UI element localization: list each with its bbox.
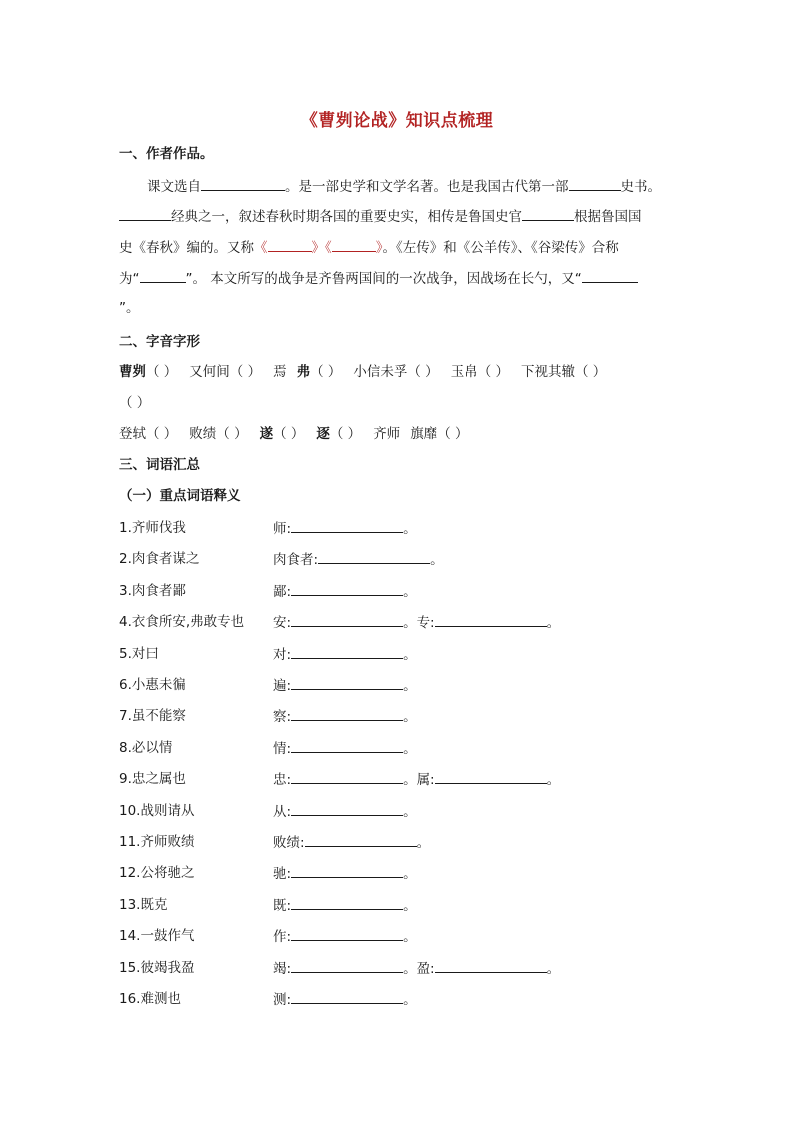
text-segment: 。《左传》和《公羊传》、《谷梁传》合称 xyxy=(382,240,619,256)
fill-blank[interactable] xyxy=(291,769,403,784)
vocab-item-phrase: 9.忠之属也 xyxy=(119,771,186,787)
text-segment: 史《春秋》编的。又称 xyxy=(119,240,254,256)
definition-label: 作: xyxy=(273,929,292,945)
definition-label: 察: xyxy=(273,709,292,725)
period-mark: 。 xyxy=(403,584,417,600)
definition-label: 安: xyxy=(273,615,292,631)
fill-blank[interactable] xyxy=(291,518,403,533)
pronunciation-word: 齐师 xyxy=(373,426,401,442)
vocab-item-phrase: 16.难测也 xyxy=(119,991,181,1007)
pinyin-answer-box[interactable]: （ ） xyxy=(216,426,248,442)
fill-blank[interactable] xyxy=(318,549,430,564)
page-title: 《曹刿论战》知识点梳理 xyxy=(300,111,494,131)
vocab-item-phrase: 8.必以情 xyxy=(119,740,173,756)
fill-blank[interactable] xyxy=(119,206,171,221)
vocab-item-phrase: 7.虽不能察 xyxy=(119,708,186,724)
vocab-item-definition xyxy=(273,612,560,633)
fill-blank[interactable] xyxy=(291,738,403,753)
fill-blank[interactable] xyxy=(268,237,312,252)
vocab-item-definition xyxy=(273,863,417,884)
pinyin-answer-box[interactable]: （ ） xyxy=(310,364,342,380)
pinyin-answer-box[interactable]: （ ） xyxy=(477,364,509,380)
vocab-item-definition xyxy=(273,549,444,570)
vocab-item-definition xyxy=(273,769,560,790)
vocab-item-definition xyxy=(273,675,417,696)
fill-blank[interactable] xyxy=(291,895,403,910)
vocab-item-phrase: 1.齐师伐我 xyxy=(119,520,186,536)
pronunciation-word: 逐 xyxy=(316,426,330,442)
fill-blank[interactable] xyxy=(291,706,403,721)
vocab-item-phrase: 10.战则请从 xyxy=(119,803,195,819)
text-segment: 为“ xyxy=(119,271,140,287)
pronunciation-word: 旗靡 xyxy=(410,426,438,442)
definition-label: 对: xyxy=(273,647,292,663)
definition-label: 从: xyxy=(273,804,292,820)
pinyin-answer-box[interactable]: （ ） xyxy=(229,364,262,380)
pinyin-answer-box[interactable]: （ ） xyxy=(146,426,178,442)
fill-blank[interactable] xyxy=(435,958,547,973)
definition-label: 肉食者: xyxy=(273,552,319,568)
pronunciation-row-2 xyxy=(119,424,480,444)
definition-label: 盈: xyxy=(416,961,435,977)
paragraph-line-3 xyxy=(119,237,619,258)
fill-blank[interactable] xyxy=(332,237,376,252)
definition-label: 专: xyxy=(416,615,435,631)
period-mark: 。 xyxy=(403,678,417,694)
fill-blank[interactable] xyxy=(435,769,547,784)
fill-blank[interactable] xyxy=(435,612,547,627)
vocab-item-definition xyxy=(273,581,417,602)
vocab-item-definition xyxy=(273,989,417,1010)
period-mark: 。 xyxy=(430,552,444,568)
pinyin-answer-box[interactable]: （ ） xyxy=(437,426,469,442)
vocab-item-phrase: 2.肉食者谋之 xyxy=(119,551,200,567)
vocab-item-definition xyxy=(273,801,417,822)
period-mark: 。 xyxy=(403,772,417,788)
period-mark: 。 xyxy=(403,898,417,914)
fill-blank[interactable] xyxy=(569,176,621,191)
definition-label: 败绩: xyxy=(273,835,305,851)
fill-blank[interactable] xyxy=(522,206,574,221)
vocab-item-phrase: 3.肉食者鄙 xyxy=(119,583,186,599)
text-segment: ”。 本文所写的战争是齐鲁两国间的一次战争，因战场在长勺，又“ xyxy=(185,271,582,287)
pronunciation-row-1 xyxy=(119,362,618,382)
pronunciation-word: 玉帛 xyxy=(450,364,478,380)
definition-label: 驰: xyxy=(273,866,292,882)
subsection-heading-key-words: （一）重点词语释义 xyxy=(119,488,241,504)
definition-label: 遍: xyxy=(273,678,292,694)
pronunciation-word: 焉 xyxy=(273,364,287,380)
fill-blank[interactable] xyxy=(582,268,638,283)
period-mark: 。 xyxy=(403,866,417,882)
fill-blank[interactable] xyxy=(291,989,403,1004)
paragraph-line-2 xyxy=(119,206,642,227)
fill-blank[interactable] xyxy=(291,958,403,973)
section-heading-pronunciation: 二、字音字形 xyxy=(119,334,200,350)
text-segment: 根据鲁国国 xyxy=(574,209,642,225)
vocab-item-definition xyxy=(273,958,560,979)
pinyin-answer-box[interactable]: （ ） xyxy=(273,426,305,442)
definition-label: 情: xyxy=(273,741,292,757)
fill-blank[interactable] xyxy=(305,832,417,847)
vocab-item-definition xyxy=(273,832,430,853)
section-heading-vocabulary: 三、词语汇总 xyxy=(119,457,200,473)
vocab-item-phrase: 12.公将驰之 xyxy=(119,865,195,881)
text-segment: 经典之一，叙述春秋时期各国的重要史实，相传是鲁国史官 xyxy=(171,209,522,225)
definition-label: 竭: xyxy=(273,961,292,977)
fill-blank[interactable] xyxy=(201,176,285,191)
pronunciation-word: 曹刿 xyxy=(119,364,146,380)
period-mark: 。 xyxy=(403,961,417,977)
vocab-item-phrase: 5.对曰 xyxy=(119,646,159,662)
pronunciation-word: 遂 xyxy=(259,426,274,442)
pinyin-answer-box[interactable]: （ ） xyxy=(146,364,178,380)
paragraph-line-1 xyxy=(147,176,661,197)
definition-label: 测: xyxy=(273,992,292,1008)
period-mark: 。 xyxy=(416,835,431,851)
pinyin-answer-box[interactable]: （ ） xyxy=(329,426,362,442)
fill-blank[interactable] xyxy=(291,926,403,941)
text-segment: 课文选自 xyxy=(147,179,201,195)
vocab-item-phrase: 11.齐师败绩 xyxy=(119,834,195,850)
vocab-item-definition xyxy=(273,926,417,947)
pronunciation-word: 下视其辙 xyxy=(520,364,575,380)
fill-blank[interactable] xyxy=(291,675,403,690)
book-title-mark: 《 xyxy=(254,240,268,256)
vocab-item-definition xyxy=(273,738,417,759)
vocab-item-definition xyxy=(273,644,417,665)
definition-label: 属: xyxy=(416,772,435,788)
pronunciation-word: 弗 xyxy=(296,364,311,380)
vocab-item-definition xyxy=(273,895,417,916)
period-mark: 。 xyxy=(546,772,561,788)
vocab-item-phrase: 4.衣食所安,弗敢专也 xyxy=(119,614,245,630)
fill-blank[interactable] xyxy=(291,863,403,878)
definition-label: 鄙: xyxy=(273,584,292,600)
vocab-item-phrase: 6.小惠未徧 xyxy=(119,677,186,693)
book-title-mark: 》 xyxy=(375,240,383,256)
vocab-item-definition xyxy=(273,518,417,539)
pronunciation-word: 又何间 xyxy=(189,364,230,380)
definition-label: 师: xyxy=(273,521,292,537)
pronunciation-word: 败绩 xyxy=(189,426,217,442)
period-mark: 。 xyxy=(403,709,417,725)
fill-blank[interactable] xyxy=(140,268,186,283)
pinyin-answer-box[interactable]: （ ） xyxy=(407,364,439,380)
vocab-item-phrase: 15.彼竭我盈 xyxy=(119,960,195,976)
pinyin-answer-box[interactable]: （ ） xyxy=(574,364,607,380)
period-mark: 。 xyxy=(403,929,417,945)
period-mark: 。 xyxy=(403,521,417,537)
paragraph-line-5: ”。 xyxy=(119,300,140,316)
vocab-item-phrase: 14.一鼓作气 xyxy=(119,928,195,944)
vocab-item-definition xyxy=(273,706,417,727)
fill-blank[interactable] xyxy=(291,612,403,627)
fill-blank[interactable] xyxy=(291,801,403,816)
definition-label: 既: xyxy=(273,898,292,914)
period-mark: 。 xyxy=(403,741,417,757)
definition-label: 忠: xyxy=(273,772,292,788)
pronunciation-row-1-wrap: （ ） xyxy=(119,395,151,411)
pronunciation-word: 小信未孚 xyxy=(353,364,408,380)
text-segment: 史书。 xyxy=(620,179,661,195)
book-title-mark: 》《 xyxy=(311,240,332,256)
period-mark: 。 xyxy=(546,615,561,631)
fill-blank[interactable] xyxy=(291,644,403,659)
period-mark: 。 xyxy=(403,804,417,820)
vocab-item-phrase: 13.既克 xyxy=(119,897,168,913)
period-mark: 。 xyxy=(403,992,417,1008)
period-mark: 。 xyxy=(403,615,417,631)
text-segment: 。是一部史学和文学名著。也是我国古代第一部 xyxy=(285,179,569,195)
period-mark: 。 xyxy=(546,961,561,977)
paragraph-line-4 xyxy=(119,268,638,289)
fill-blank[interactable] xyxy=(291,581,403,596)
period-mark: 。 xyxy=(403,647,417,663)
section-heading-author-works: 一、作者作品。 xyxy=(119,146,214,162)
pronunciation-word: 登轼 xyxy=(119,426,146,442)
